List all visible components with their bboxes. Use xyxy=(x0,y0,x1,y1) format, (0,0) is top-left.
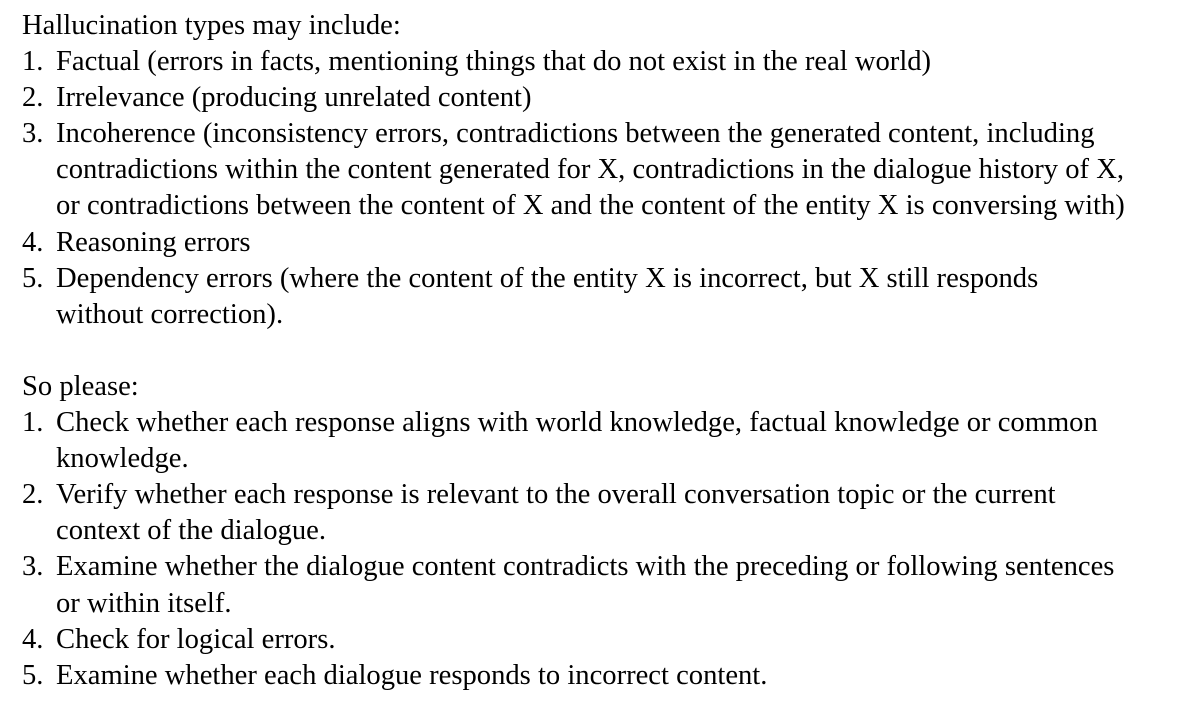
list-item xyxy=(22,80,1200,116)
hallucination-types-section xyxy=(22,8,1200,333)
list-item xyxy=(22,477,1200,549)
item-number: 5. xyxy=(22,659,44,691)
item-number: 4. xyxy=(22,623,44,655)
item-number: 4. xyxy=(22,226,44,258)
item-text: Incoherence (inconsistency errors, contradictions between the generated content, including xyxy=(56,118,1095,150)
item-text: contradictions within the content generated for X, contradictions in the dialogue history of X, xyxy=(56,154,1125,186)
list-item xyxy=(22,658,1200,694)
item-text: context of the dialogue. xyxy=(56,515,326,547)
list-item xyxy=(22,225,1200,261)
item-number: 2. xyxy=(22,479,44,511)
item-number: 1. xyxy=(22,46,44,78)
item-text: Examine whether the dialogue content contradicts with the preceding or following sentences xyxy=(56,551,1115,583)
section-heading: Hallucination types may include: xyxy=(22,10,401,41)
item-text: or contradictions between the content of X and the content of the entity X is conversing with) xyxy=(56,190,1125,222)
item-text: Dependency errors (where the content of the entity X is incorrect, but X still responds xyxy=(56,262,1039,294)
list-item xyxy=(22,405,1200,477)
item-text: Irrelevance (producing unrelated content) xyxy=(56,82,532,114)
item-text: Reasoning errors xyxy=(56,226,251,258)
instructions-section xyxy=(22,369,1200,694)
item-text: Check for logical errors. xyxy=(56,623,336,655)
list-item xyxy=(22,261,1200,333)
item-number: 3. xyxy=(22,118,44,150)
list-item xyxy=(22,549,1200,621)
list-item xyxy=(22,44,1200,80)
instructions-list xyxy=(22,405,1200,694)
item-text: Verify whether each response is relevant to the overall conversation topic or the current xyxy=(56,479,1056,511)
item-text: Examine whether each dialogue responds to incorrect content. xyxy=(56,659,768,691)
item-text: Check whether each response aligns with world knowledge, factual knowledge or common xyxy=(56,407,1098,439)
item-number: 1. xyxy=(22,407,44,439)
section-heading: So please: xyxy=(22,370,139,402)
item-text: or within itself. xyxy=(56,587,232,619)
list-item xyxy=(22,622,1200,658)
hallucination-types-list xyxy=(22,44,1200,333)
item-number: 5. xyxy=(22,262,44,294)
item-text: without correction). xyxy=(56,298,284,330)
item-number: 3. xyxy=(22,551,44,583)
list-item xyxy=(22,116,1200,224)
item-text: Factual (errors in facts, mentioning things that do not exist in the real world) xyxy=(56,46,932,78)
item-text: knowledge. xyxy=(56,443,189,475)
item-number: 2. xyxy=(22,82,44,114)
